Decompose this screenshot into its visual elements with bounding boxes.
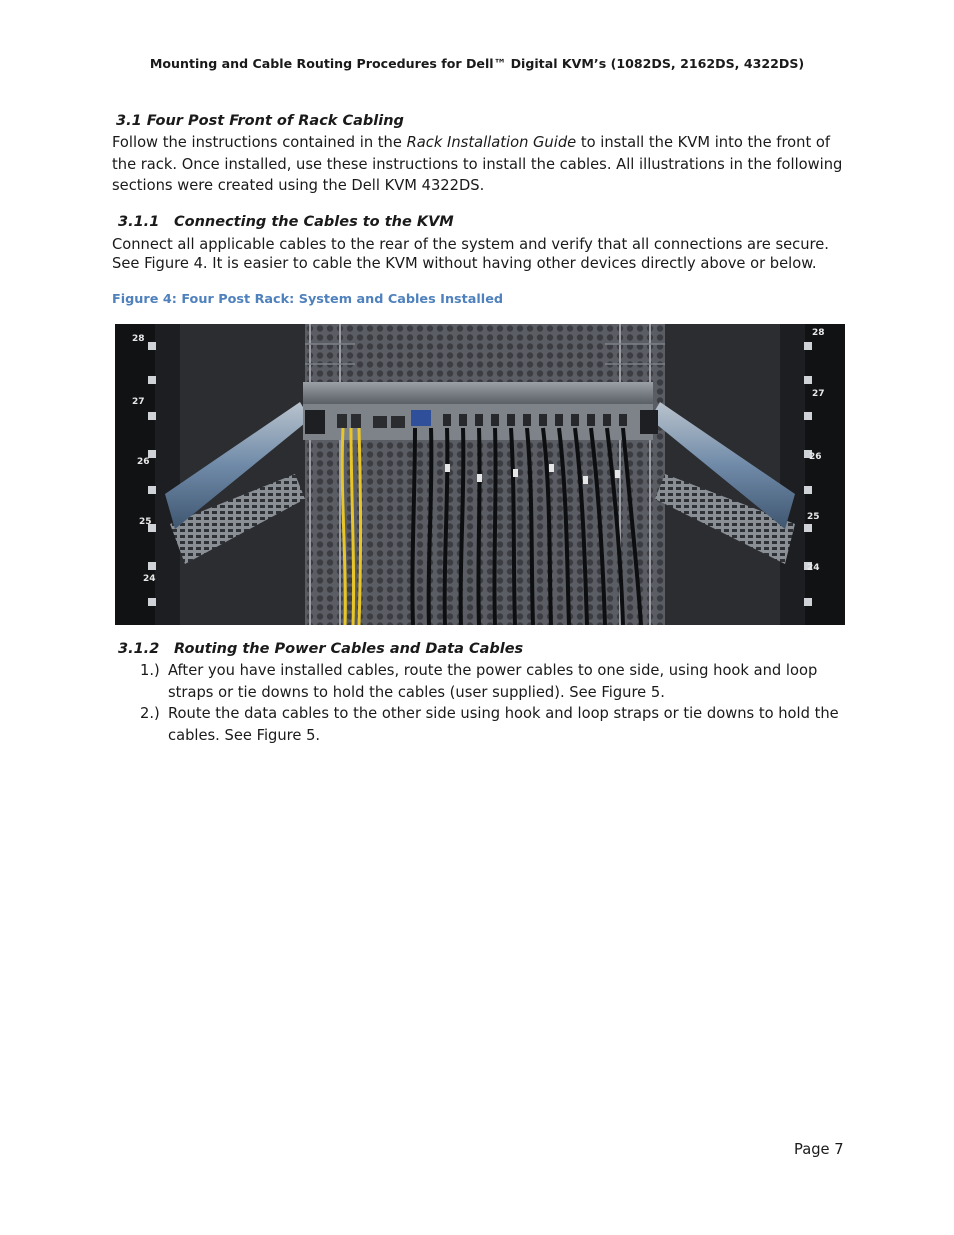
section-3-1-heading: 3.1 Four Post Front of Rack Cabling <box>116 113 404 129</box>
rack-photo <box>115 324 845 625</box>
rack-unit-label: 24 <box>807 563 820 573</box>
section-title: Routing the Power Cables and Data Cables <box>174 641 524 657</box>
section-3-1-2-heading <box>118 641 523 657</box>
list-marker: 2.) <box>140 705 160 722</box>
figure-caption: Figure 4: Four Post Rack: System and Cables Installed <box>112 292 504 307</box>
list-marker: 1.) <box>140 662 160 679</box>
paragraph-text-start: Follow the instructions contained in the <box>112 134 407 151</box>
rack-unit-label: 28 <box>132 334 145 344</box>
rack-unit-label: 28 <box>812 328 825 338</box>
rack-unit-label: 25 <box>139 517 152 527</box>
routing-steps-list <box>140 660 850 746</box>
section-number: 3.1.2 <box>118 641 160 657</box>
list-item <box>140 660 850 703</box>
section-title: Connecting the Cables to the KVM <box>174 214 454 230</box>
rack-unit-label: 25 <box>807 512 820 522</box>
rack-unit-label: 24 <box>143 574 156 584</box>
section-number: 3.1.1 <box>118 214 160 230</box>
list-item <box>140 703 850 746</box>
section-3-1-paragraph <box>112 132 847 197</box>
rack-unit-label: 27 <box>812 389 825 399</box>
rack-unit-label: 27 <box>132 397 145 407</box>
section-3-1-1-paragraph: Connect all applicable cables to the rear of the system and verify that all connections are secure. See Figure 4. It is easier to cable the KVM without having other devices directly above or below. <box>112 236 829 272</box>
section-3-1-1-heading <box>118 214 454 230</box>
paragraph-text-end: to install the KVM into the front of the rack. Once installed, use these instructions to install the cables. All illustrations in the following sections were created using the Dell KVM 4322DS. <box>112 134 843 194</box>
rack-installation-guide-title: Rack Installation Guide <box>406 134 577 151</box>
list-item-text: After you have installed cables, route the power cables to one side, using hook and loop straps or tie downs to hold the cables (user supplied). See Figure 5. <box>168 662 818 701</box>
list-item-text: Route the data cables to the other side using hook and loop straps or tie downs to hold the cables. See Figure 5. <box>168 705 839 744</box>
document-header: Mounting and Cable Routing Procedures for Dell™ Digital KVM’s (1082DS, 2162DS, 4322DS) <box>149 56 805 71</box>
rack-unit-label: 26 <box>137 457 150 467</box>
rack-unit-label: 26 <box>809 452 822 462</box>
page-number: Page 7 <box>794 1141 844 1158</box>
